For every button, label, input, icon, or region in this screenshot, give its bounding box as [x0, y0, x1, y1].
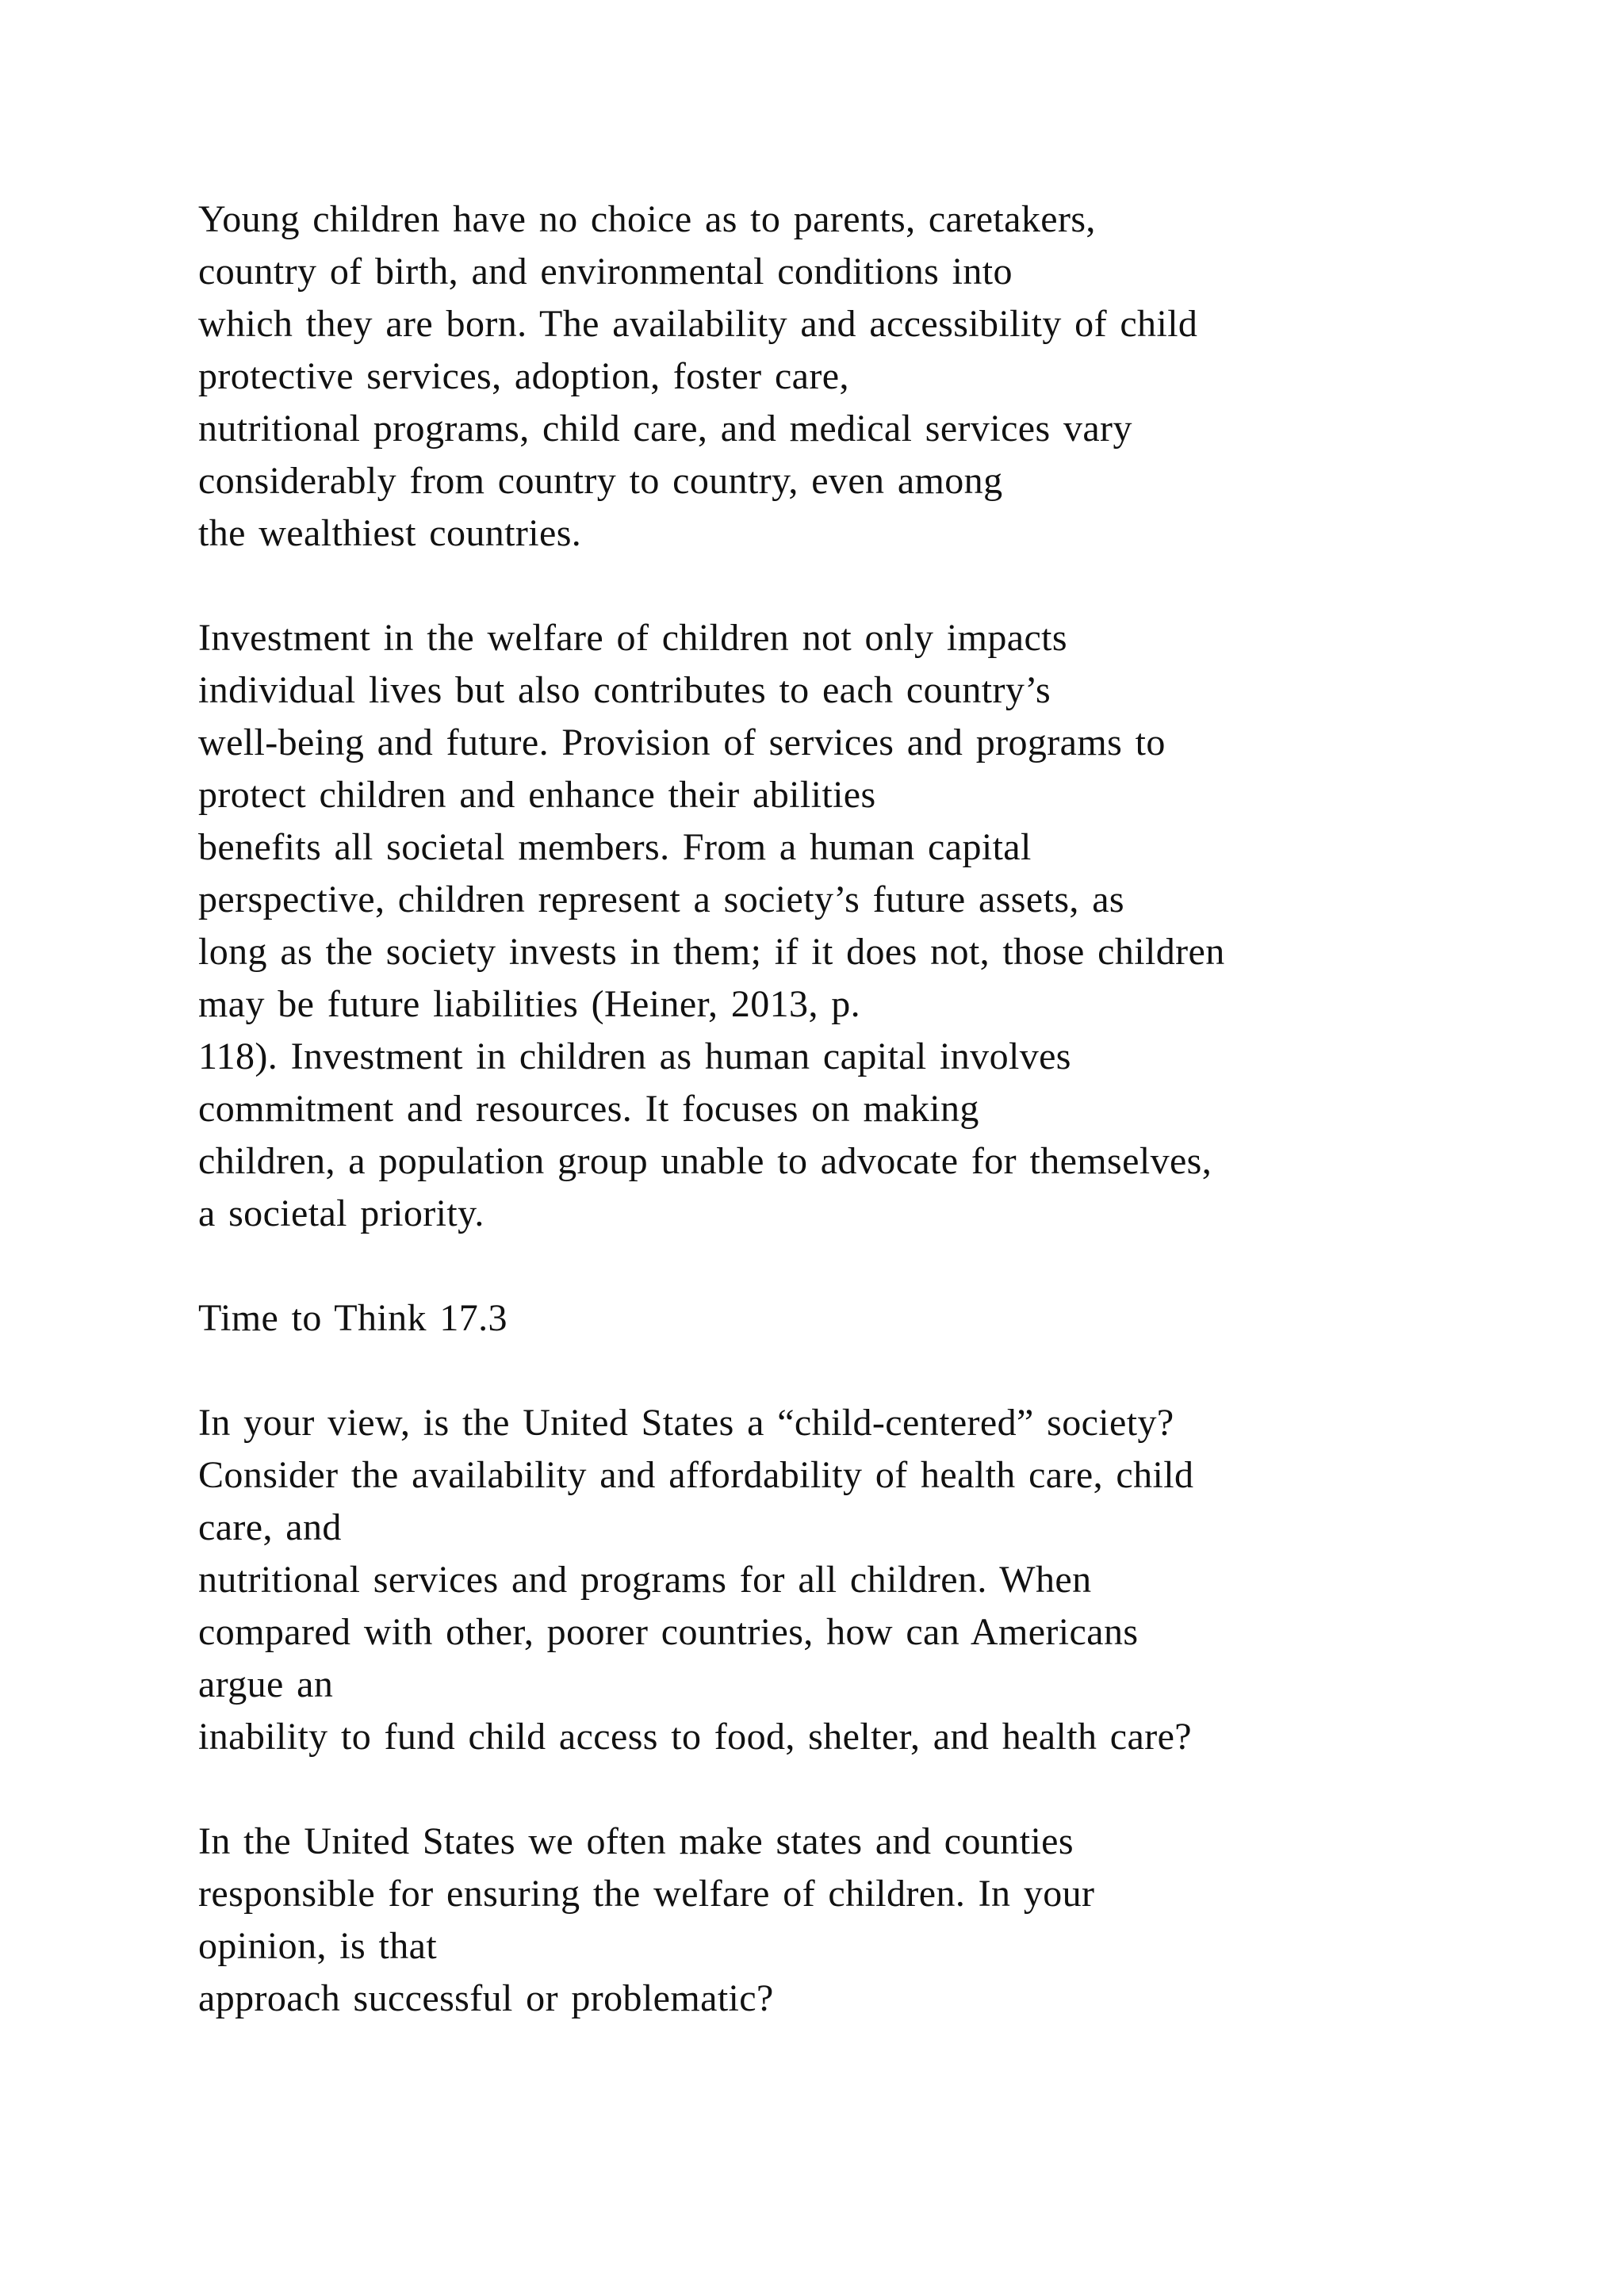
- text-line: country of birth, and environmental conditions into: [198, 251, 1013, 293]
- text-line: approach successful or problematic?: [198, 1977, 774, 2019]
- text-line: commitment and resources. It focuses on making: [198, 1088, 979, 1130]
- paragraph-spacer: [198, 1240, 1594, 1292]
- paragraph-1: [198, 193, 1594, 560]
- text-line: nutritional services and programs for all children. When: [198, 1559, 1092, 1601]
- text-line: perspective, children represent a society’s future assets, as: [198, 878, 1124, 920]
- text-line: care, and: [198, 1506, 342, 1548]
- heading-text: Time to Think 17.3: [198, 1297, 508, 1339]
- text-line: individual lives but also contributes to each country’s: [198, 669, 1051, 711]
- text-line: 118). Investment in children as human capital involves: [198, 1035, 1071, 1077]
- text-line: considerably from country to country, even among: [198, 460, 1003, 502]
- text-line: well-being and future. Provision of services and programs to: [198, 721, 1166, 763]
- text-line: the wealthiest countries.: [198, 512, 582, 554]
- text-line: a societal priority.: [198, 1192, 485, 1234]
- text-line: nutritional programs, child care, and medical services vary: [198, 408, 1132, 450]
- paragraph-4: [198, 1816, 1594, 2025]
- text-line: which they are born. The availability and accessibility of child: [198, 303, 1198, 345]
- text-line: Consider the availability and affordability of health care, child: [198, 1454, 1194, 1496]
- section-heading: [198, 1292, 1594, 1345]
- text-line: inability to fund child access to food, shelter, and health care?: [198, 1716, 1192, 1758]
- paragraph-3: [198, 1397, 1594, 1763]
- text-line: protect children and enhance their abilities: [198, 774, 876, 816]
- text-line: responsible for ensuring the welfare of children. In your: [198, 1873, 1095, 1915]
- paragraph-spacer: [198, 560, 1594, 612]
- text-line: In your view, is the United States a “child-centered” society?: [198, 1402, 1174, 1444]
- text-line: argue an: [198, 1663, 334, 1705]
- text-line: Investment in the welfare of children not only impacts: [198, 617, 1067, 659]
- text-line: In the United States we often make states and counties: [198, 1820, 1074, 1862]
- text-line: benefits all societal members. From a human capital: [198, 826, 1032, 868]
- document-page: [198, 193, 1594, 2025]
- text-line: protective services, adoption, foster care,: [198, 355, 849, 397]
- paragraph-spacer: [198, 1345, 1594, 1397]
- text-line: long as the society invests in them; if it does not, those children: [198, 931, 1225, 973]
- text-line: may be future liabilities (Heiner, 2013, p.: [198, 983, 861, 1025]
- text-line: children, a population group unable to advocate for themselves,: [198, 1140, 1212, 1182]
- paragraph-spacer: [198, 1763, 1594, 1816]
- text-line: opinion, is that: [198, 1925, 438, 1967]
- paragraph-2: [198, 612, 1594, 1240]
- text-line: compared with other, poorer countries, how can Americans: [198, 1611, 1139, 1653]
- text-line: Young children have no choice as to parents, caretakers,: [198, 198, 1096, 240]
